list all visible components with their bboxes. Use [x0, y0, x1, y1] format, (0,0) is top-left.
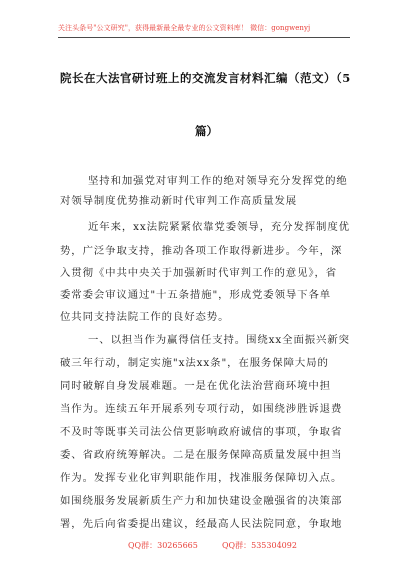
footer-qq-group-left: QQ群：30265665 [128, 541, 198, 550]
header-divider [58, 37, 350, 38]
body-line: 一、以担当作为赢得信任支持。围绕xx全面振兴新突 [88, 334, 350, 346]
document-title-continuation: 篇） [195, 124, 218, 138]
body-line: 委常委会审议通过"十五条措施"，形成党委领导下各单 [60, 289, 332, 301]
body-line: 破三年行动，制定实施"x法xx条"，在服务保障大局的 [60, 357, 329, 369]
body-line: 署，先后向省委提出建议，经最高人民法院同意，争取地 [60, 518, 343, 530]
document-title: 院长在大法官研讨班上的交流发言材料汇编（范文）（5 [60, 71, 351, 85]
footer-qq-group-right: QQ群：535304092 [222, 541, 297, 550]
body-line: 委、省政府统筹解决。二是在服务保障高质量发展中担当 [60, 449, 343, 461]
body-line: 位共同支持法院工作的良好态势。 [60, 311, 230, 323]
body-line: 如围绕服务发展新质生产力和加快建设金融强省的决策部 [60, 495, 343, 507]
body-line: 作为。发挥专业化审判职能作用，找准服务保障切入点。 [60, 472, 343, 484]
body-line: 近年来，xx法院紧紧依靠党委领导，充分发挥制度优 [88, 221, 350, 233]
body-line: 不及时等既事关司法公信更影响政府诚信的事项，争取省 [60, 426, 343, 438]
body-line: 当作为。连续五年开展系列专项行动，如围绕涉胜诉退费 [60, 403, 343, 415]
header-banner: 关注头条号"公文研究"，获得最新最全最专业的公文资料库！ 微信：gongwenyj [58, 24, 311, 32]
body-line: 势，广泛争取支持，推动各项工作取得新进步。今年，深 [60, 245, 343, 257]
body-line: 对领导制度优势推动新时代审判工作高质量发展 [60, 195, 298, 207]
body-line: 同时破解自身发展难题。一是在优化法治营商环境中担 [60, 380, 331, 392]
body-line: 入贯彻《中共中央关于加强新时代审判工作的意见》，省 [60, 267, 338, 279]
body-line: 坚持和加强党对审判工作的绝对领导充分发挥党的绝 [88, 175, 348, 187]
